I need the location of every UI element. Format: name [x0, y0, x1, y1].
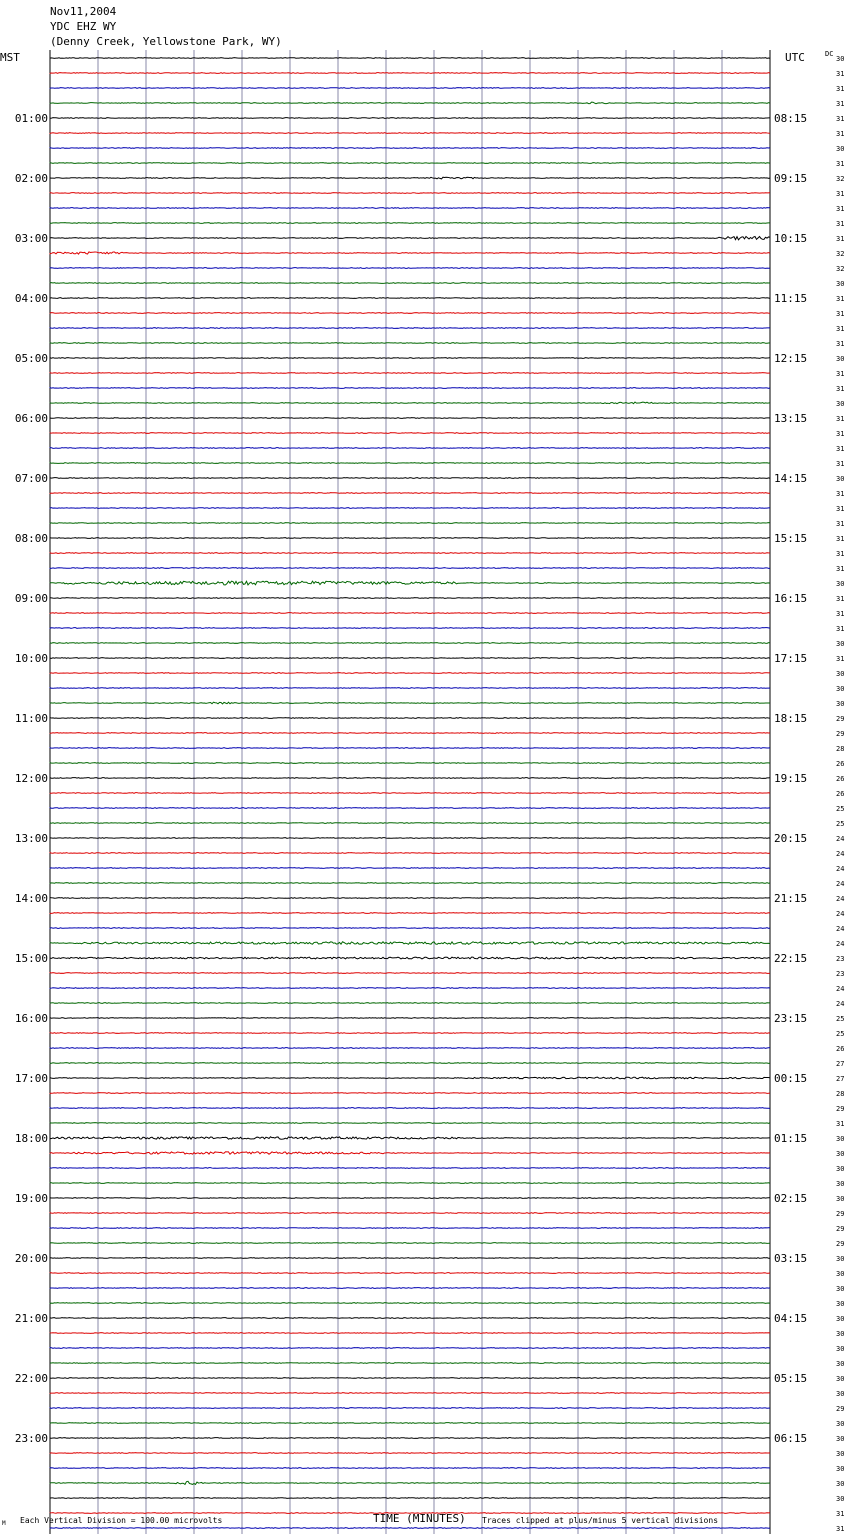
- seismic-trace: [50, 1468, 770, 1469]
- seismic-trace: [50, 868, 770, 869]
- seismic-trace: [50, 388, 770, 389]
- seismic-trace: [50, 1003, 770, 1004]
- dc-offset-label: 24: [836, 925, 845, 933]
- dc-offset-label: 31: [836, 190, 845, 198]
- seismic-trace: [50, 973, 770, 974]
- dc-offset-label: 23: [836, 970, 845, 978]
- dc-offset-label: 30: [836, 1180, 845, 1188]
- seismic-trace: [50, 1093, 770, 1094]
- hour-label-left: 22:00: [14, 1372, 48, 1385]
- seismic-trace: [50, 598, 770, 599]
- dc-offset-label: 31: [836, 295, 845, 303]
- dc-offset-label: 30: [836, 640, 845, 648]
- dc-offset-label: 24: [836, 1000, 845, 1008]
- dc-offset-label: 28: [836, 1090, 845, 1098]
- hour-label-right: 22:15: [774, 952, 808, 965]
- seismic-trace: [50, 493, 770, 494]
- hour-label-left: 09:00: [14, 592, 48, 605]
- hour-label-left: 12:00: [14, 772, 48, 785]
- hour-label-left: 18:00: [14, 1132, 48, 1145]
- seismic-trace: [50, 237, 770, 240]
- dc-offset-label: 32: [836, 250, 845, 258]
- seismic-trace: [50, 538, 770, 539]
- seismic-trace: [50, 177, 770, 179]
- dc-offset-label: 30: [836, 1345, 845, 1353]
- dc-offset-label: 30: [836, 1390, 845, 1398]
- seismic-trace: [50, 1453, 770, 1454]
- dc-offset-label: 30: [836, 280, 845, 288]
- dc-offset-label: 24: [836, 895, 845, 903]
- dc-offset-label: 31: [836, 370, 845, 378]
- seismic-trace: [50, 418, 770, 419]
- seismic-trace: [50, 913, 770, 914]
- seismic-trace: [50, 268, 770, 269]
- hour-label-right: 20:15: [774, 832, 808, 845]
- hour-label-left: 08:00: [14, 532, 48, 545]
- hour-label-left: 20:00: [14, 1252, 48, 1265]
- hour-label-right: 05:15: [774, 1372, 808, 1385]
- dc-offset-label: 31: [836, 310, 845, 318]
- seismic-trace: [50, 1303, 770, 1304]
- dc-offset-label: 31: [836, 430, 845, 438]
- seismic-trace: [50, 1108, 770, 1109]
- seismic-trace: [50, 1258, 770, 1259]
- dc-offset-label: 31: [836, 550, 845, 558]
- seismic-trace: [50, 433, 770, 434]
- seismic-trace: [50, 778, 770, 779]
- hour-label-right: 10:15: [774, 232, 808, 245]
- hour-label-left: 14:00: [14, 892, 48, 905]
- hour-label-right: 18:15: [774, 712, 808, 725]
- dc-offset-label: 31: [836, 535, 845, 543]
- seismic-trace: [50, 133, 770, 134]
- seismic-trace: [50, 193, 770, 194]
- seismic-trace: [50, 853, 770, 854]
- timezone-right-label: UTC: [785, 51, 805, 64]
- dc-offset-label: 31: [836, 505, 845, 513]
- dc-offset-label: 31: [836, 235, 845, 243]
- seismic-trace: [50, 823, 770, 824]
- seismic-trace: [50, 1213, 770, 1214]
- dc-offset-label: 31: [836, 625, 845, 633]
- dc-offset-label: 24: [836, 880, 845, 888]
- dc-offset-label: 27: [836, 1075, 845, 1083]
- dc-offset-label: 26: [836, 775, 845, 783]
- seismic-trace: [50, 1033, 770, 1034]
- dc-offset-label: 29: [836, 1240, 845, 1248]
- hour-label-left: 13:00: [14, 832, 48, 845]
- seismic-trace: [50, 163, 770, 164]
- dc-offset-label: 30: [836, 1495, 845, 1503]
- seismic-trace: [50, 748, 770, 749]
- dc-offset-label: 30: [836, 1315, 845, 1323]
- dc-offset-label: 31: [836, 115, 845, 123]
- seismic-trace: [50, 1198, 770, 1199]
- dc-offset-label: 30: [836, 475, 845, 483]
- seismic-trace: [50, 373, 770, 374]
- dc-offset-label: 30: [836, 145, 845, 153]
- hour-label-left: 03:00: [14, 232, 48, 245]
- seismic-trace: [50, 793, 770, 794]
- corner-mark: M: [2, 1520, 6, 1527]
- seismic-trace: [50, 283, 770, 284]
- hour-label-right: 19:15: [774, 772, 808, 785]
- dc-offset-label: 30: [836, 400, 845, 408]
- seismic-trace: [50, 673, 770, 674]
- dc-offset-label: 25: [836, 1030, 845, 1038]
- seismic-trace: [50, 478, 770, 479]
- seismic-trace: [50, 343, 770, 344]
- dc-offset-label: 30: [836, 685, 845, 693]
- hour-label-right: 03:15: [774, 1252, 808, 1265]
- seismic-trace: [50, 1063, 770, 1064]
- hour-label-left: 10:00: [14, 652, 48, 665]
- seismic-trace: [50, 718, 770, 719]
- seismic-trace: [50, 88, 770, 89]
- seismic-trace: [50, 553, 770, 554]
- seismic-trace: [50, 763, 770, 764]
- dc-offset-label: 27: [836, 1060, 845, 1068]
- dc-offset-label: 31: [836, 385, 845, 393]
- seismic-trace: [50, 1348, 770, 1349]
- hour-label-right: 04:15: [774, 1312, 808, 1325]
- dc-offset-label: 31: [836, 325, 845, 333]
- dc-offset-label: 32: [836, 265, 845, 273]
- seismic-trace: [50, 1481, 770, 1484]
- hour-label-left: 05:00: [14, 352, 48, 365]
- plot-date: Nov11,2004: [50, 5, 117, 18]
- hour-label-right: 08:15: [774, 112, 808, 125]
- dc-offset-label: 30: [836, 1330, 845, 1338]
- hour-label-right: 00:15: [774, 1072, 808, 1085]
- seismic-trace: [50, 957, 770, 959]
- dc-offset-label: 30: [836, 1165, 845, 1173]
- hour-label-right: 09:15: [774, 172, 808, 185]
- dc-offset-label: 30: [836, 1270, 845, 1278]
- seismic-trace: [50, 402, 770, 404]
- dc-offset-label: 30: [836, 1480, 845, 1488]
- seismic-trace: [50, 1123, 770, 1124]
- seismic-trace: [50, 688, 770, 689]
- dc-offset-label: 30: [836, 700, 845, 708]
- dc-offset-label: 30: [836, 1300, 845, 1308]
- seismic-trace: [50, 702, 770, 704]
- dc-offset-label: 30: [836, 1285, 845, 1293]
- dc-offset-label: 30: [836, 1195, 845, 1203]
- seismic-trace: [50, 838, 770, 839]
- seismic-trace: [50, 628, 770, 629]
- dc-offset-label: 24: [836, 850, 845, 858]
- dc-offset-label: 29: [836, 730, 845, 738]
- seismic-trace: [50, 658, 770, 659]
- dc-offset-label: 29: [836, 1405, 845, 1413]
- dc-offset-label: 31: [836, 460, 845, 468]
- seismic-trace: [50, 1018, 770, 1019]
- seismic-trace: [50, 733, 770, 734]
- dc-offset-label: 25: [836, 1015, 845, 1023]
- seismic-trace: [50, 1243, 770, 1244]
- hour-label-left: 17:00: [14, 1072, 48, 1085]
- seismic-trace: [50, 223, 770, 224]
- seismic-trace: [50, 1228, 770, 1229]
- hour-label-right: 13:15: [774, 412, 808, 425]
- timezone-left-label: MST: [0, 51, 20, 64]
- seismic-trace: [50, 298, 770, 299]
- seismic-trace: [50, 942, 770, 945]
- hour-label-left: 16:00: [14, 1012, 48, 1025]
- hour-label-left: 04:00: [14, 292, 48, 305]
- hour-label-right: 14:15: [774, 472, 808, 485]
- dc-offset-label: 31: [836, 565, 845, 573]
- hour-label-right: 11:15: [774, 292, 808, 305]
- dc-offset-label: 31: [836, 610, 845, 618]
- seismic-trace: [50, 808, 770, 809]
- seismic-trace: [50, 1168, 770, 1169]
- seismic-trace: [50, 1378, 770, 1379]
- seismic-trace: [50, 1288, 770, 1289]
- hour-label-right: 12:15: [774, 352, 808, 365]
- hour-label-left: 06:00: [14, 412, 48, 425]
- hour-label-left: 15:00: [14, 952, 48, 965]
- seismic-trace: [50, 1498, 770, 1499]
- seismic-trace: [50, 1408, 770, 1409]
- seismic-trace: [50, 523, 770, 524]
- dc-offset-label: 26: [836, 790, 845, 798]
- dc-offset-label: 31: [836, 1510, 845, 1518]
- seismic-trace: [50, 148, 770, 149]
- seismic-trace: [50, 643, 770, 644]
- dc-offset-label: 31: [836, 340, 845, 348]
- seismic-trace: [50, 328, 770, 329]
- dc-offset-label: 30: [836, 355, 845, 363]
- dc-offset-label: 24: [836, 940, 845, 948]
- dc-offset-label: 23: [836, 955, 845, 963]
- seismic-trace: [50, 58, 770, 59]
- seismic-trace: [50, 1363, 770, 1364]
- seismic-trace: [50, 508, 770, 509]
- dc-offset-label: 31: [836, 655, 845, 663]
- hour-label-left: 23:00: [14, 1432, 48, 1445]
- hour-label-right: 23:15: [774, 1012, 808, 1025]
- dc-offset-label: 30: [836, 1255, 845, 1263]
- dc-offset-label: 30: [836, 670, 845, 678]
- seismic-trace: [50, 1077, 770, 1079]
- dc-offset-label: 25: [836, 820, 845, 828]
- seismic-trace: [50, 1137, 770, 1139]
- seismic-trace: [50, 1423, 770, 1424]
- dc-offset-label: 30: [836, 580, 845, 588]
- seismic-trace: [50, 1183, 770, 1184]
- dc-offset-label: 28: [836, 745, 845, 753]
- x-axis-title: TIME (MINUTES): [373, 1512, 466, 1525]
- hour-label-right: 15:15: [774, 532, 808, 545]
- scale-note: Each Vertical Division = 100.00 microvolts: [20, 1516, 223, 1525]
- dc-offset-label: 31: [836, 85, 845, 93]
- hour-label-right: 02:15: [774, 1192, 808, 1205]
- dc-offset-label: 24: [836, 865, 845, 873]
- hour-label-left: 11:00: [14, 712, 48, 725]
- dc-offset-label: 31: [836, 445, 845, 453]
- seismic-trace: [50, 118, 770, 119]
- clip-note: Traces clipped at plus/minus 5 vertical divisions: [482, 1516, 719, 1525]
- station-location: (Denny Creek, Yellowstone Park, WY): [50, 35, 282, 48]
- seismic-trace: [50, 898, 770, 899]
- hour-label-right: 01:15: [774, 1132, 808, 1145]
- seismic-trace: [50, 358, 770, 359]
- dc-offset-label: 31: [836, 1525, 845, 1533]
- seismic-trace: [50, 613, 770, 614]
- dc-offset-label: 24: [836, 985, 845, 993]
- hour-label-left: 19:00: [14, 1192, 48, 1205]
- dc-offset-label: 29: [836, 1210, 845, 1218]
- dc-offset-label: 30: [836, 1150, 845, 1158]
- seismic-trace: [50, 988, 770, 989]
- hour-label-right: 21:15: [774, 892, 808, 905]
- dc-offset-label: 25: [836, 805, 845, 813]
- dc-offset-label: 31: [836, 1120, 845, 1128]
- seismic-trace: [50, 1152, 770, 1155]
- seismic-trace: [50, 313, 770, 314]
- station-code: YDC EHZ WY: [50, 20, 117, 33]
- hour-label-left: 07:00: [14, 472, 48, 485]
- hour-label-right: 17:15: [774, 652, 808, 665]
- dc-offset-label: 31: [836, 130, 845, 138]
- seismic-trace: [50, 1528, 770, 1529]
- dc-offset-label: 31: [836, 70, 845, 78]
- seismic-trace: [50, 568, 770, 569]
- dc-offset-label: 29: [836, 1225, 845, 1233]
- dc-offset-label: 30: [836, 1375, 845, 1383]
- seismic-trace: [50, 102, 770, 104]
- seismic-trace: [50, 1048, 770, 1049]
- dc-offset-label: 30: [836, 1135, 845, 1143]
- dc-offset-label: 30: [836, 1360, 845, 1368]
- dc-offset-label: 30: [836, 1420, 845, 1428]
- seismic-trace: [50, 928, 770, 929]
- seismic-trace: [50, 581, 770, 585]
- dc-header-label: DC: [825, 50, 834, 58]
- seismic-trace: [50, 448, 770, 449]
- seismic-trace: [50, 1333, 770, 1334]
- dc-offset-label: 32: [836, 175, 845, 183]
- dc-offset-label: 29: [836, 1105, 845, 1113]
- dc-offset-label: 31: [836, 160, 845, 168]
- seismic-trace: [50, 463, 770, 464]
- dc-offset-label: 26: [836, 760, 845, 768]
- seismic-trace: [50, 208, 770, 209]
- seismic-trace: [50, 1393, 770, 1394]
- seismic-trace: [50, 883, 770, 884]
- dc-offset-label: 31: [836, 220, 845, 228]
- hour-label-left: 01:00: [14, 112, 48, 125]
- hour-label-left: 02:00: [14, 172, 48, 185]
- dc-offset-label: 30: [836, 1450, 845, 1458]
- dc-offset-label: 31: [836, 205, 845, 213]
- hour-label-left: 21:00: [14, 1312, 48, 1325]
- dc-offset-label: 30: [836, 1435, 845, 1443]
- dc-offset-label: 24: [836, 835, 845, 843]
- dc-offset-label: 31: [836, 100, 845, 108]
- hour-label-right: 06:15: [774, 1432, 808, 1445]
- seismic-trace: [50, 1273, 770, 1274]
- dc-offset-label: 31: [836, 520, 845, 528]
- dc-offset-label: 29: [836, 715, 845, 723]
- seismic-trace: [50, 1438, 770, 1439]
- dc-offset-label: 31: [836, 490, 845, 498]
- dc-offset-label: 31: [836, 595, 845, 603]
- seismic-trace: [50, 252, 770, 254]
- dc-offset-label: 26: [836, 1045, 845, 1053]
- seismic-trace: [50, 73, 770, 74]
- seismic-trace: [50, 1318, 770, 1319]
- dc-offset-label: 24: [836, 910, 845, 918]
- dc-offset-label: 30: [836, 55, 845, 63]
- dc-offset-label: 30: [836, 1465, 845, 1473]
- dc-offset-label: 31: [836, 415, 845, 423]
- hour-label-right: 16:15: [774, 592, 808, 605]
